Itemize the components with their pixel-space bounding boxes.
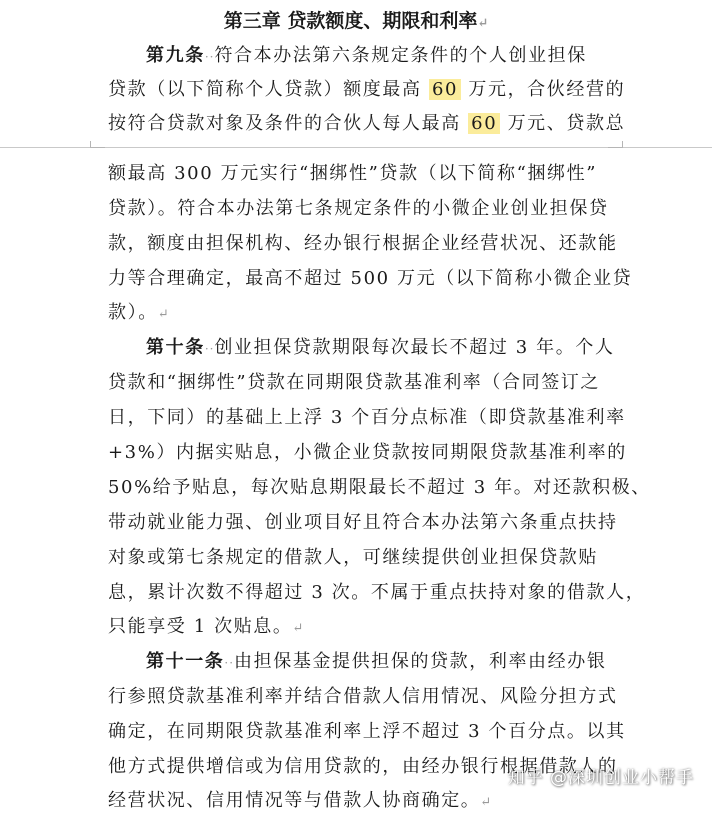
paragraph-mark: ↵ xyxy=(157,307,171,322)
paragraph-mark: ↵ xyxy=(477,16,489,31)
article-11-label: 第十一条 xyxy=(146,651,225,672)
page-split-line xyxy=(0,147,712,148)
article-10-line-8: 息，累计次数不得超过 3 次。不属于重点扶持对象的借款人， xyxy=(108,582,646,603)
article-10-line-5: 50%给予贴息，每次贴息期限最长不超过 3 年。对还款积极、 xyxy=(108,477,651,498)
crop-mark-right xyxy=(608,141,623,148)
article-9-label: 第九条 xyxy=(146,45,205,66)
article-11-line-1: 第十一条··由担保基金提供担保的贷款，利率由经办银 xyxy=(146,651,607,672)
article-9-line-1: 第九条··符合本办法第六条规定条件的个人创业担保 xyxy=(146,45,587,66)
article-10-label: 第十条 xyxy=(146,337,205,358)
article-11-line-3: 确定，在同期限贷款基准利率上浮不超过 3 个百分点。以其 xyxy=(108,721,626,742)
chapter-heading xyxy=(0,6,712,39)
article-9-line-6: 款，额度由担保机构、经办银行根据企业经营状况、还款能 xyxy=(108,233,618,254)
article-10-line-9: 只能享受 1 次贴息。↵ xyxy=(108,616,305,637)
article-10-line-4: +3%）内据实贴息，小微企业贷款按同期限贷款基准利率的 xyxy=(108,442,627,463)
paragraph-mark: ↵ xyxy=(480,795,493,810)
highlighted-amount: 60 xyxy=(468,113,500,134)
article-9-line-3: 按符合贷款对象及条件的合伙人每人最高 60 万元、贷款总 xyxy=(108,113,626,134)
article-9-line-8: 款）。↵ xyxy=(108,302,171,323)
article-9-line-7: 力等合理确定，最高不超过 500 万元（以下简称小微企业贷 xyxy=(108,268,633,289)
article-10-line-3: 日，下同）的基础上上浮 3 个百分点标准（即贷款基准利率 xyxy=(108,407,626,428)
article-10-line-2: 贷款和“捆绑性”贷款在同期限贷款基准利率（合同签订之 xyxy=(108,372,601,393)
article-10-line-7: 对象或第七条规定的借款人，可继续提供创业担保贷款贴 xyxy=(108,547,598,568)
article-9-line-4: 额最高 300 万元实行“捆绑性”贷款（以下简称“捆绑性” xyxy=(108,163,598,184)
watermark: 知乎 @深圳创业小帮手 xyxy=(507,768,694,788)
article-10-line-1: 第十条··创业担保贷款期限每次最长不超过 3 年。个人 xyxy=(146,337,615,358)
paragraph-mark: ↵ xyxy=(292,621,305,636)
article-11-line-2: 行参照贷款基准利率并结合借款人信用情况、风险分担方式 xyxy=(108,686,618,707)
highlighted-amount: 60 xyxy=(429,79,461,100)
article-9-line-5: 贷款）。符合本办法第七条规定条件的小微企业创业担保贷 xyxy=(108,198,609,219)
article-11-line-4: 他方式提供增信或为信用贷款的，由经办银行根据借款人的 xyxy=(108,756,618,777)
chapter-title: 第三章 贷款额度、期限和利率 xyxy=(223,10,478,32)
article-9-line-2: 贷款（以下简称个人贷款）额度最高 60 万元，合伙经营的 xyxy=(108,79,626,100)
crop-mark-left xyxy=(90,141,105,148)
article-11-line-5: 经营状况、信用情况等与借款人协商确定。↵ xyxy=(108,790,493,811)
article-10-line-6: 带动就业能力强、创业项目好且符合本办法第六条重点扶持 xyxy=(108,512,618,533)
